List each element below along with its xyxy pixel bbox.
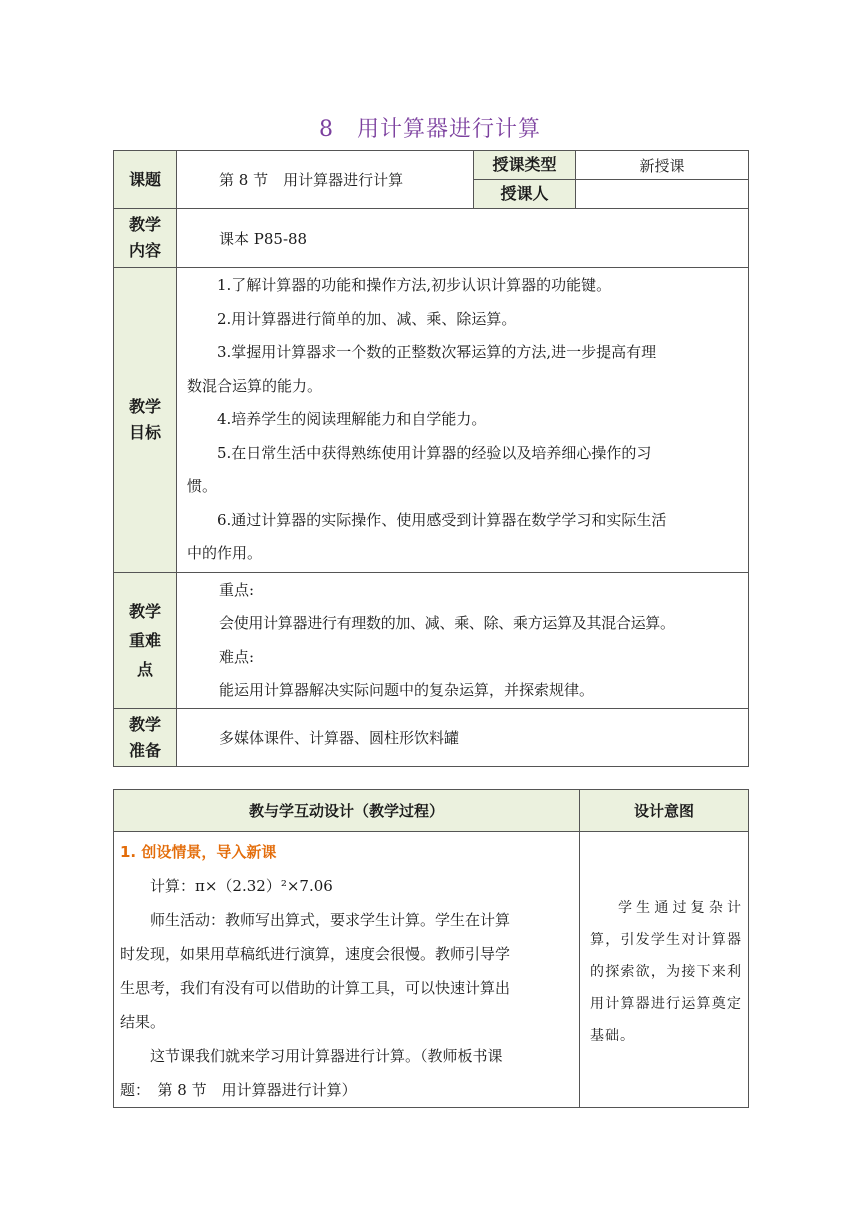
key-points (177, 573, 749, 709)
goal-item: 中的作用。 (187, 544, 263, 563)
goal-item: 5.在日常生活中获得熟练使用计算器的经验以及培养细心操作的习 (217, 443, 652, 462)
goals-label: 教学目标 (114, 268, 177, 573)
goal-item: 4.培养学生的阅读理解能力和自学能力。 (217, 410, 487, 429)
goals-list (177, 268, 749, 573)
topic-value: 第 8 节 用计算器进行计算 (177, 151, 474, 209)
intent-body (580, 832, 749, 1108)
key-line: 能运用计算器解决实际问题中的复杂运算，并探索规律。 (219, 681, 595, 699)
calc-expression: 计算：π×（2.32）²×7.06 (150, 877, 333, 895)
goal-item: 惯。 (187, 477, 218, 496)
prep-value: 多媒体课件、计算器、圆柱形饮料罐 (177, 709, 749, 767)
goal-item: 1.了解计算器的功能和操作方法,初步认识计算器的功能键。 (217, 276, 612, 295)
key-points-label: 教学重难点 (114, 573, 177, 709)
lesson-info-table (113, 150, 749, 767)
prep-label: 教学准备 (114, 709, 177, 767)
process-header: 教与学互动设计（教学过程） (114, 790, 580, 832)
process-line: 师生活动：教师写出算式，要求学生计算。学生在计算 (150, 911, 511, 929)
goal-item: 数混合运算的能力。 (187, 376, 323, 395)
process-line: 结果。 (120, 1013, 166, 1031)
intent-text: 学生通过复杂计算，引发学生对计算器的探索欲，为接下来利用计算器进行运算奠定基础。 (590, 900, 742, 1044)
process-line: 生思考，我们有没有可以借助的计算工具，可以快速计算出 (120, 979, 511, 997)
process-table (113, 789, 749, 1108)
key-line: 难点: (219, 647, 255, 666)
teacher-label: 授课人 (474, 180, 576, 209)
process-line: 时发现，如果用草稿纸进行演算，速度会很慢。教师引导学 (120, 945, 511, 963)
process-line: 这节课我们就来学习用计算器进行计算。（教师板书课 (150, 1047, 503, 1065)
section-title: 1. 创设情景，导入新课 (120, 843, 277, 861)
goal-item: 6.通过计算器的实际操作、使用感受到计算器在数学学习和实际生活 (217, 510, 667, 529)
content-value: 课本 P85-88 (177, 209, 749, 268)
topic-label: 课题 (114, 151, 177, 209)
process-body (114, 832, 580, 1108)
process-line: 题： 第 8 节 用计算器进行计算） (120, 1081, 357, 1099)
goal-item: 2.用计算器进行简单的加、减、乘、除运算。 (217, 309, 517, 328)
goal-item: 3.掌握用计算器求一个数的正整数次幂运算的方法,进一步提高有理 (217, 343, 657, 362)
content-label: 教学内容 (114, 209, 177, 268)
intent-header: 设计意图 (580, 790, 749, 832)
lesson-type-label: 授课类型 (474, 151, 576, 180)
page-title: 8 用计算器进行计算 (319, 117, 541, 142)
key-line: 重点: (219, 580, 255, 599)
lesson-type-value: 新授课 (576, 151, 749, 180)
teacher-value (576, 180, 749, 209)
key-line: 会使用计算器进行有理数的加、减、乘、除、乘方运算及其混合运算。 (219, 614, 675, 632)
